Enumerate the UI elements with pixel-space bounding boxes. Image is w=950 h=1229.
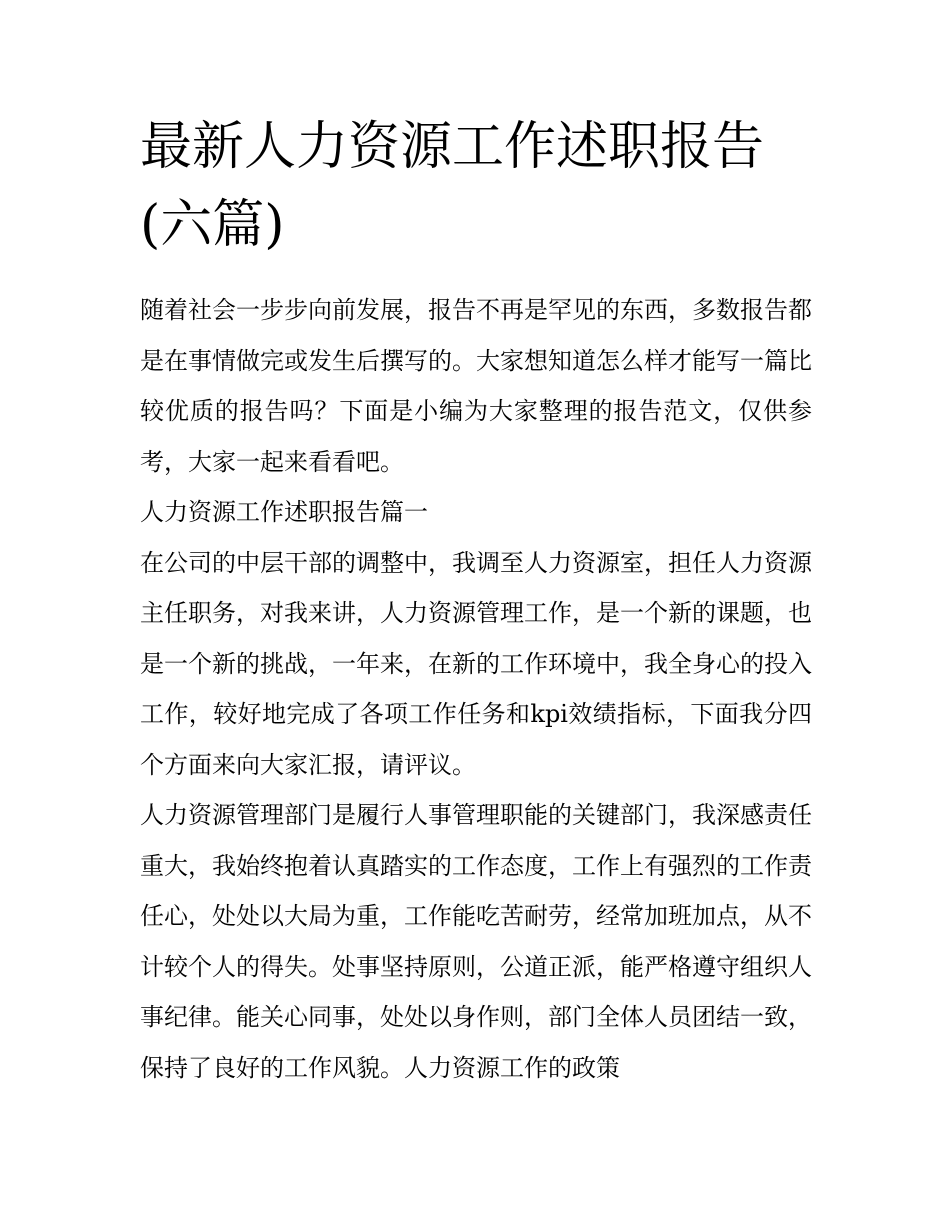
section-heading: 人力资源工作述职报告篇一 <box>140 498 428 526</box>
document-title: 最新人力资源工作述职报告(六篇) <box>140 117 765 255</box>
body-paragraph: 人力资源管理部门是履行人事管理职能的关键部门，我深感责任重大，我始终抱着认真踏实的工作态度，工作上有强烈的工作责任心，处处以大局为重，工作能吃苦耐劳，经常加班加点，从不计较个人的得失。处事坚持原则，公道正派，能严格遵守组织人事纪律。能关心同事，处处以身作则，部门全体人员团结一致，保持了良好的工作风貌。人力资源工作的政策 <box>140 801 812 1082</box>
body-paragraph: 在公司的中层干部的调整中，我调至人力资源室，担任人力资源主任职务，对我来讲，人力资源管理工作，是一个新的课题，也是一个新的挑战，一年来，在新的工作环境中，我全身心的投入工作，较好地完成了各项工作任务和kpi效绩指标，下面我分四个方面来向大家汇报，请评议。 <box>140 548 812 779</box>
document-body <box>140 108 812 1093</box>
intro-paragraph: 随着社会一步步向前发展，报告不再是罕见的东西，多数报告都是在事情做完或发生后撰写的。大家想知道怎么样才能写一篇比较优质的报告吗？下面是小编为大家整理的报告范文，仅供参考，大家一起来看看吧。 <box>140 296 812 476</box>
